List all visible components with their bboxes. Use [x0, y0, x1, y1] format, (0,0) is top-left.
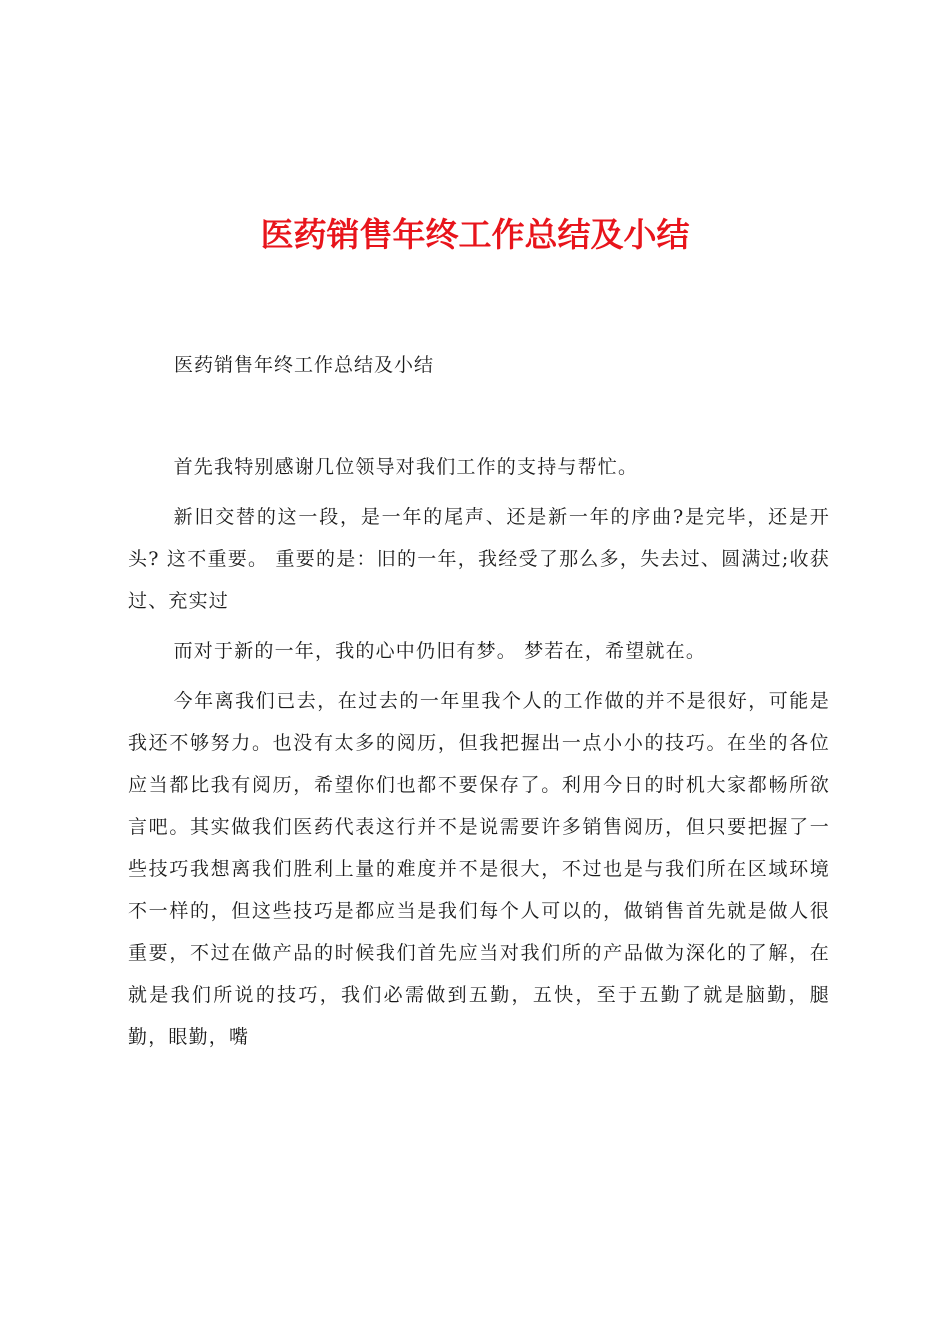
document-body: [128, 446, 830, 1066]
paragraph-thanks: 首先我特别感谢几位领导对我们工作的支持与帮忙。: [173, 456, 639, 478]
paragraph-dream: 而对于新的一年，我的心中仍旧有梦。 梦若在，希望就在。: [173, 640, 707, 662]
document-subtitle: 医药销售年终工作总结及小结: [174, 354, 435, 376]
paragraph-transition: 新旧交替的这一段，是一年的尾声、还是新一年的序曲?是完毕，还是开头? 这不重要。 重要的是：旧的一年，我经受了那么多，失去过、圆满过;收获过、充实过: [128, 506, 830, 612]
paragraph-review: 今年离我们已去，在过去的一年里我个人的工作做的并不是很好，可能是我还不够努力。也没有太多的阅历，但我把握出一点小小的技巧。在坐的各位应当都比我有阅历，希望你们也都不要保存了。利用今日的时机大家都畅所欲言吧。其实做我们医药代表这行并不是说需要许多销售阅历，但只要把握了一些技巧我想离我们胜利上量的难度并不是很大，不过也是与我们所在区域环境不一样的，但这些技巧是都应当是我们每个人可以的，做销售首先就是做人很重要，不过在做产品的时候我们首先应当对我们所的产品做为深化的了解，在就是我们所说的技巧，我们必需做到五勤，五快，至于五勤了就是脑勤，腿勤，眼勤，嘴: [128, 690, 830, 1048]
document-title: 医药销售年终工作总结及小结: [260, 215, 690, 254]
